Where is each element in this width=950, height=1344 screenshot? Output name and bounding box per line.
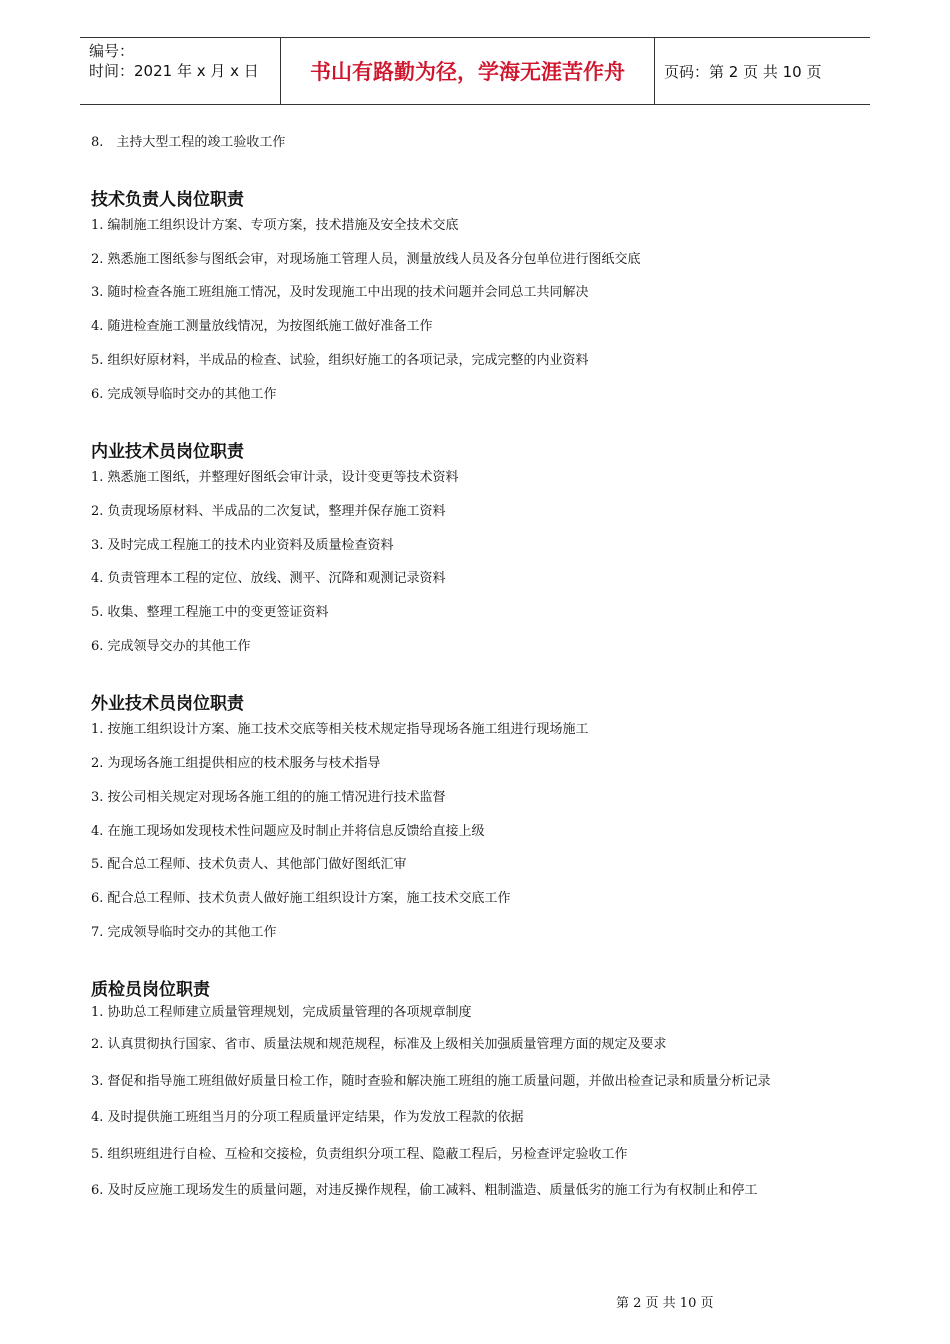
page-header (80, 37, 870, 105)
document-body (91, 126, 861, 1209)
list-item: 4. 及时提供施工班组当月的分项工程质量评定结果，作为发放工程款的依据 (91, 1110, 524, 1126)
header-page-label: 页码：第 2 页 共 10 页 (664, 62, 822, 81)
list-item: 6. 完成领导临时交办的其他工作 (91, 386, 277, 402)
list-item: 1. 协助总工程师建立质量管理规划，完成质量管理的各项规章制度 (91, 1005, 472, 1021)
section-title: 质检员岗位职责 (91, 980, 210, 1001)
list-item: 2. 认真贯彻执行国家、省市、质量法规和规范规程，标准及上级相关加强质量管理方面的规定及要求 (91, 1037, 667, 1053)
list-item: 3. 督促和指导施工班组做好质量日检工作，随时查验和解决施工班组的施工质量问题，并做出检查记录和质量分析记录 (91, 1073, 771, 1089)
list-item: 4. 负责管理本工程的定位、放线、测平、沉降和观测记录资料 (91, 571, 446, 587)
serial-label: 编号： (89, 42, 135, 60)
date-label: 时间：2021 年 x 月 x 日 (89, 62, 259, 80)
footer-page-number: 第 2 页 共 10 页 (616, 1296, 714, 1311)
list-item: 1. 按施工组织设计方案、施工技术交底等相关枝术规定指导现场各施工组进行现场施工 (91, 722, 589, 738)
header-meta (80, 38, 281, 104)
list-item: 4. 在施工现场如发现枝术性问题应及时制止并将信息反馈给直接上级 (91, 823, 485, 839)
list-item: 5. 收集、整理工程施工中的变更签证资料 (91, 605, 329, 621)
section-office-tech (91, 441, 861, 663)
list-item: 2. 为现场各施工组提供相应的枝术服务与枝术指导 (91, 756, 381, 772)
list-item: 6. 完成领导交办的其他工作 (91, 638, 251, 654)
list-item: 5. 配合总工程师、技术负责人、其他部门做好图纸汇审 (91, 857, 407, 873)
list-item: 5. 组织班组进行自检、互检和交接检，负责组织分项工程、隐蔽工程后，另检查评定验收工作 (91, 1146, 628, 1162)
list-item: 3. 及时完成工程施工的技术内业资料及质量检查资料 (91, 537, 394, 553)
list-item: 3. 随时检查各施工班组施工情况，及时发现施工中出现的技术问题并会同总工共同解决 (91, 285, 589, 301)
list-item: 6. 配合总工程师、技术负责人做好施工组织设计方案，施工技术交底工作 (91, 890, 511, 906)
list-item: 4. 随进检查施工测量放线情况，为按图纸施工做好准备工作 (91, 319, 433, 335)
list-item: 2. 负责现场原材料、半成品的二次复试，整理并保存施工资料 (91, 503, 446, 519)
list-item: 5. 组织好原材料，半成品的检查、试验，组织好施工的各项记录，完成完整的内业资料 (91, 352, 589, 368)
header-motto: 书山有路勤为径，学海无涯苦作舟 (281, 38, 655, 104)
section-quality-inspector (91, 979, 861, 1209)
section-tech-lead (91, 189, 861, 411)
list-item: 7. 完成领导临时交办的其他工作 (91, 924, 277, 940)
section-title: 外业技术员岗位职责 (91, 694, 244, 715)
list-item: 6. 及时反应施工现场发生的质量问题，对违反操作规程，偷工减料、粗制滥造、质量低劣的施工行为有权制止和停工 (91, 1182, 758, 1198)
list-item: 1. 熟悉施工图纸，并整理好图纸会审计录，设计变更等技术资料 (91, 470, 459, 486)
list-item: 3. 按公司相关规定对现场各施工组的的施工情况进行技术监督 (91, 789, 446, 805)
list-item: 2. 熟悉施工图纸参与图纸会审，对现场施工管理人员，测量放线人员及各分包单位进行图纸交底 (91, 251, 641, 267)
section-field-tech (91, 693, 861, 949)
list-item: 8. 主持大型工程的竣工验收工作 (91, 135, 286, 150)
list-item: 1. 编制施工组织设计方案、专项方案，技术措施及安全技术交底 (91, 218, 459, 233)
section-title: 技术负责人岗位职责 (91, 190, 244, 210)
section-title: 内业技术员岗位职责 (91, 442, 244, 463)
